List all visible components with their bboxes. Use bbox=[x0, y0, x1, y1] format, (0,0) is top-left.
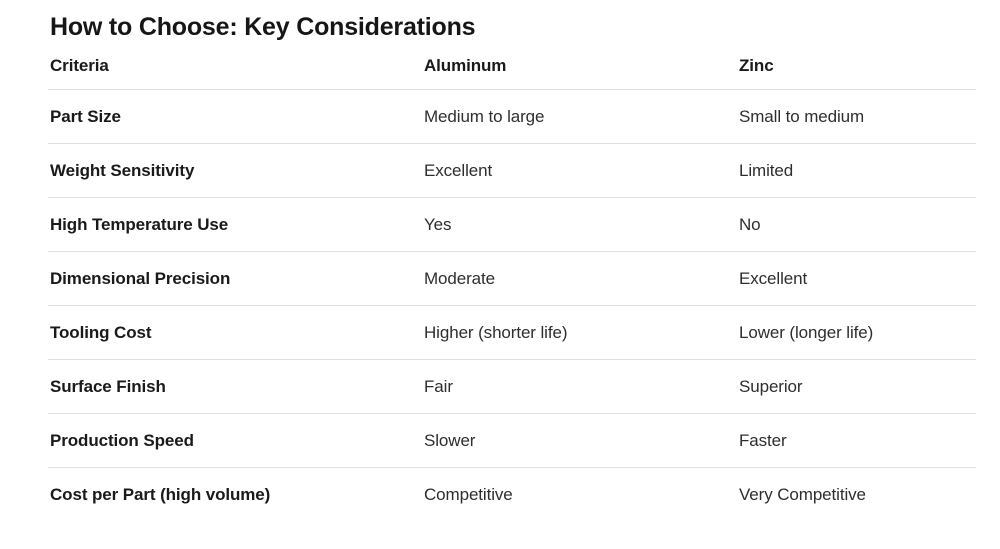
aluminum-cell: Moderate bbox=[422, 252, 737, 306]
criteria-cell: High Temperature Use bbox=[48, 198, 422, 252]
criteria-cell: Dimensional Precision bbox=[48, 252, 422, 306]
table-row bbox=[48, 198, 976, 252]
table-row bbox=[48, 414, 976, 468]
page-title: How to Choose: Key Considerations bbox=[50, 13, 476, 41]
criteria-cell: Part Size bbox=[48, 90, 422, 144]
zinc-cell: Faster bbox=[737, 414, 976, 468]
comparison-table bbox=[48, 56, 976, 521]
zinc-cell: Lower (longer life) bbox=[737, 306, 976, 360]
zinc-cell: Small to medium bbox=[737, 90, 976, 144]
table-header bbox=[48, 56, 976, 90]
zinc-cell: No bbox=[737, 198, 976, 252]
aluminum-cell: Higher (shorter life) bbox=[422, 306, 737, 360]
header-row bbox=[48, 56, 976, 90]
table-body bbox=[48, 90, 976, 522]
table-row bbox=[48, 468, 976, 522]
criteria-cell: Production Speed bbox=[48, 414, 422, 468]
aluminum-cell: Competitive bbox=[424, 484, 513, 504]
aluminum-cell: Excellent bbox=[422, 144, 737, 198]
aluminum-cell: Yes bbox=[422, 198, 737, 252]
aluminum-cell: Slower bbox=[422, 414, 737, 468]
criteria-cell: Cost per Part (high volume) bbox=[50, 484, 271, 504]
criteria-cell: Surface Finish bbox=[48, 360, 422, 414]
column-header-zinc: Zinc bbox=[737, 56, 976, 90]
table-row bbox=[48, 306, 976, 360]
table-row bbox=[48, 144, 976, 198]
aluminum-cell: Medium to large bbox=[422, 90, 737, 144]
column-header-criteria: Criteria bbox=[48, 56, 422, 90]
column-header-aluminum: Aluminum bbox=[422, 56, 737, 90]
page bbox=[0, 12, 1000, 549]
table-row bbox=[48, 90, 976, 144]
table-row bbox=[48, 252, 976, 306]
zinc-cell: Superior bbox=[737, 360, 976, 414]
aluminum-cell: Fair bbox=[422, 360, 737, 414]
criteria-cell: Weight Sensitivity bbox=[48, 144, 422, 198]
criteria-cell: Tooling Cost bbox=[48, 306, 422, 360]
zinc-cell: Excellent bbox=[737, 252, 976, 306]
zinc-cell: Very Competitive bbox=[739, 484, 866, 504]
zinc-cell: Limited bbox=[737, 144, 976, 198]
table-row bbox=[48, 360, 976, 414]
